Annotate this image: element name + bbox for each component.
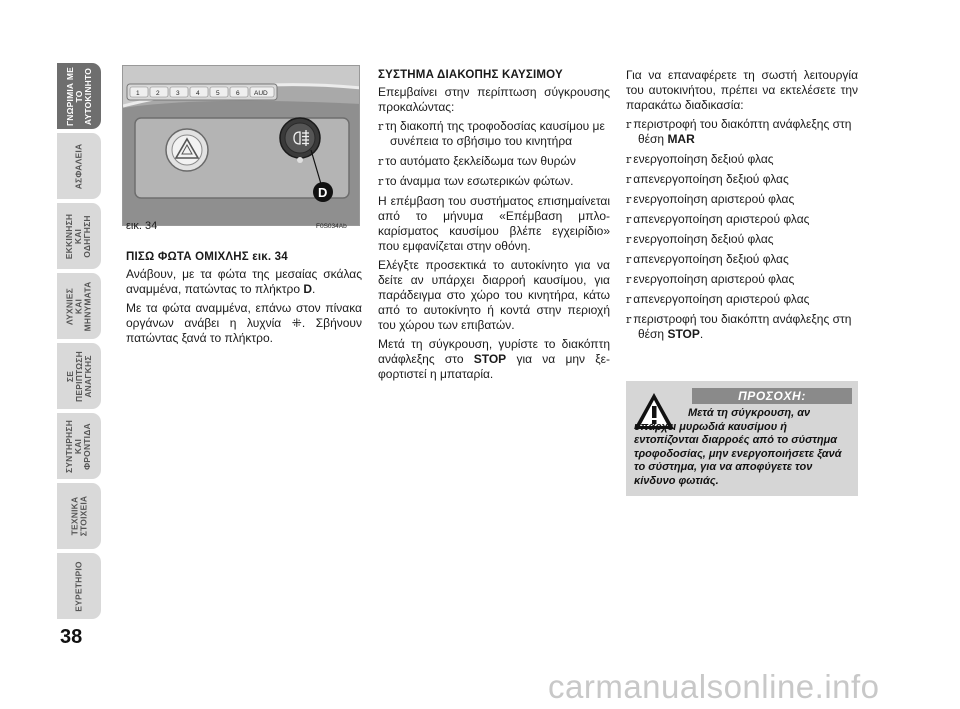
tab-label: ΣΥΝΤΗΡΗΣΗ ΚΑΙ ΦΡΟΝΤΙΔΑ bbox=[64, 419, 93, 473]
paragraph bbox=[126, 267, 362, 297]
tab-label: ΣΕ ΠΕΡΙΠΤΩΣΗ ΑΝΑΓΚΗΣ bbox=[64, 350, 93, 402]
list-item bbox=[626, 252, 858, 267]
list-item bbox=[378, 154, 610, 169]
text: Μετά τη σύγκρουση, γυρίστε το διακόπτη ανάφλεξης στο bbox=[378, 337, 610, 366]
list-item bbox=[626, 232, 858, 247]
paragraph: Η επέμβαση του συστήματος επισημαίνεται από το μήνυμα «Επέμβαση μπλοκαρίσματος καυσίμου βλέπε εγχειρίδιο» που εμφανίζεται στην οθόνη. bbox=[378, 194, 610, 253]
column-fuel-cutoff bbox=[378, 68, 610, 386]
text: τη διακοπή της τροφοδοσίας καυσίμου με συνέπεια το σβήσιμο του κινητήρα bbox=[385, 119, 605, 148]
paragraph: Επεμβαίνει στην περίπτωση σύγκρουσης προκαλώντας: bbox=[378, 85, 610, 114]
bullet-icon: r bbox=[626, 293, 632, 306]
bullet-icon: r bbox=[626, 233, 632, 246]
figure-caption: εικ. 34 bbox=[126, 220, 158, 232]
bullet-icon: r bbox=[626, 153, 632, 166]
figure-code: F0S034Ab bbox=[316, 223, 347, 230]
radio-button-4: 4 bbox=[196, 90, 200, 97]
text: για να μην ξεφορτιστεί η μπαταρία. bbox=[378, 352, 610, 381]
hazard-button bbox=[166, 129, 208, 171]
column-rear-fog-lights bbox=[126, 250, 362, 350]
text: ενεργοποίηση δεξιού φλας bbox=[633, 232, 774, 246]
bullet-icon: r bbox=[626, 213, 632, 226]
callout-d-label: D bbox=[318, 185, 328, 200]
text: . bbox=[312, 282, 316, 296]
radio-button-aud: AUD bbox=[254, 90, 268, 97]
tab-index[interactable] bbox=[56, 552, 102, 620]
tab-starting-driving[interactable] bbox=[56, 202, 102, 270]
text: ενεργοποίηση αριστερού φλας bbox=[633, 272, 795, 286]
key-label: STOP bbox=[667, 327, 700, 341]
tab-maintenance[interactable] bbox=[56, 412, 102, 480]
text: ενεργοποίηση αριστερού φλας bbox=[633, 192, 795, 206]
list-item bbox=[626, 312, 858, 342]
warning-box bbox=[626, 381, 858, 496]
section-tabs bbox=[56, 62, 102, 622]
key-label: D bbox=[303, 282, 313, 296]
list-item bbox=[626, 292, 858, 307]
tab-label: ΛΥΧΝΙΕΣ ΚΑΙ ΜΗΝΥΜΑΤΑ bbox=[64, 281, 93, 331]
radio-button-3: 3 bbox=[176, 90, 180, 97]
page-number: 38 bbox=[60, 626, 83, 648]
bullet-icon: r bbox=[626, 193, 632, 206]
list-item bbox=[626, 152, 858, 167]
bullet-icon: r bbox=[626, 118, 632, 131]
radio-button-6: 6 bbox=[236, 90, 240, 97]
warning-title: ΠΡΟΣΟΧΗ: bbox=[692, 388, 852, 404]
tab-label: ΑΣΦΑΛΕΙΑ bbox=[73, 143, 84, 189]
bullet-icon: r bbox=[626, 173, 632, 186]
text: Ανάβουν, με τα φώτα της μεσαίας σκάλας αναμμένα, πατώντας το πλήκτρο bbox=[126, 267, 362, 296]
section-heading: ΣΥΣΤΗΜΑ ΔΙΑΚΟΠΗΣ ΚΑΥΣΙΜΟΥ bbox=[378, 69, 563, 81]
list-item bbox=[626, 272, 858, 287]
column-reset-procedure bbox=[626, 68, 858, 347]
tab-safety[interactable] bbox=[56, 132, 102, 200]
paragraph: Ελέγξτε προσεκτικά το αυτοκίνητο για να δείτε αν υπάρχει διαρροή καυσίμου, για παράδειγμα στο χώρο του κινητήρα, κάτω από το αυτοκίνητο ή κοντά στην περιοχή του χώρου των επιβατών. bbox=[378, 258, 610, 332]
text: Με τα φώτα αναμμένα, επάνω στον πίνακα οργάνων ανάβει η λυχνία bbox=[126, 301, 362, 330]
tab-lights-messages[interactable] bbox=[56, 272, 102, 340]
tab-label: ΕΚΚΙΝΗΣΗ ΚΑΙ ΟΔΗΓΗΣΗ bbox=[64, 213, 93, 259]
list-item bbox=[378, 119, 610, 149]
tab-label: ΓΝΩΡΙΜΙΑ ΜΕ ΤΟ ΑΥΤΟΚΙΝΗΤΟ bbox=[64, 66, 93, 126]
paragraph bbox=[126, 301, 362, 346]
text: το άναμμα των εσωτερικών φώτων. bbox=[385, 174, 574, 188]
watermark: carmanualsonline.info bbox=[548, 668, 880, 705]
bullet-icon: r bbox=[626, 313, 632, 326]
text: ενεργοποίηση δεξιού φλας bbox=[633, 152, 774, 166]
bullet-icon: r bbox=[378, 175, 384, 188]
bullet-icon: r bbox=[626, 253, 632, 266]
bullet-icon: r bbox=[626, 273, 632, 286]
fog-warning-light-icon: ⁜ bbox=[291, 316, 302, 330]
tab-technical-data[interactable] bbox=[56, 482, 102, 550]
text: απενεργοποίηση δεξιού φλας bbox=[633, 252, 789, 266]
bullet-icon: r bbox=[378, 155, 384, 168]
text: απενεργοποίηση αριστερού φλας bbox=[633, 212, 810, 226]
list-item bbox=[626, 172, 858, 187]
paragraph: Για να επαναφέρετε τη σωστή λειτουργία του αυτοκινήτου, πρέπει να εκτελέσετε την παρακάτω διαδικασία: bbox=[626, 68, 858, 112]
text: απενεργοποίηση αριστερού φλας bbox=[633, 292, 810, 306]
radio-button-5: 5 bbox=[216, 90, 220, 97]
radio-button-1: 1 bbox=[136, 90, 140, 97]
paragraph bbox=[378, 337, 610, 382]
text: το αυτόματο ξεκλείδωμα των θυρών bbox=[385, 154, 576, 168]
list-item bbox=[626, 212, 858, 227]
text: περιστροφή του διακόπτη ανάφλεξης στη θέση bbox=[633, 117, 852, 146]
list-item bbox=[626, 192, 858, 207]
bullet-icon: r bbox=[378, 120, 384, 133]
tab-getting-to-know-car[interactable] bbox=[56, 62, 102, 130]
list-item bbox=[626, 117, 858, 147]
key-label: MAR bbox=[667, 132, 695, 146]
tab-emergency[interactable] bbox=[56, 342, 102, 410]
dashboard-illustration bbox=[123, 66, 360, 226]
dashboard-figure bbox=[122, 65, 360, 226]
key-label: STOP bbox=[473, 352, 507, 366]
text: . Σβήνουν πατώντας ξανά το πλήκτρο. bbox=[126, 316, 362, 345]
text: . bbox=[699, 327, 704, 341]
text: απενεργοποίηση δεξιού φλας bbox=[633, 172, 789, 186]
section-heading: ΠΙΣΩ ΦΩΤΑ ΟΜΙΧΛΗΣ εικ. 34 bbox=[126, 251, 288, 263]
radio-button-2: 2 bbox=[156, 90, 160, 97]
text: περιστροφή του διακόπτη ανάφλεξης στη θέση bbox=[633, 312, 852, 341]
tab-label: ΕΥΡΕΤΗΡΙΟ bbox=[73, 560, 84, 612]
list-item bbox=[378, 174, 610, 189]
tab-label: ΤΕΧΝΙΚΑ ΣΤΟΙΧΕΙΑ bbox=[69, 495, 88, 537]
warning-text: Μετά τη σύγκρουση, αν υπάρχει μυρωδιά καυσίμου ή εντοπίζονται διαρροές από το σύστημα τροφοδοσίας, μην ενεργοποιήσετε ξανά το σύστημα, για να αποφύγετε τον κίνδυνο φωτιάς. bbox=[634, 407, 842, 487]
